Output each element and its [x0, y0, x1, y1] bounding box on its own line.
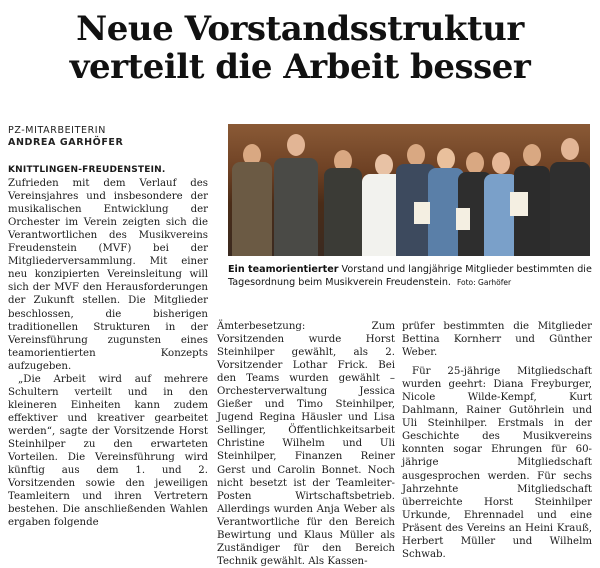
paragraph: Für 25-jährige Mitgliedschaft wurden geehrt: Diana Freyburger, Nicole Wilde-Kempf, Kurt Dahlmann, Rainer Gutöhrlein und Uli Steinhilper. Erstmals in der Geschichte des Musikvereins konnten sogar Ehrungen für 60-jährige Mitgliedschaft ausgesprochen werden. Für sechs Jahrzehnte Mitgliedschaft überreichte Horst Steinhilper Urkunde, Ehrennadel und eine Präsent des Vereins an Heini Krauß, Herbert Müller und Wilhelm Schwab.: [402, 366, 592, 560]
photo-credit: Foto: Garhöfer: [456, 278, 512, 287]
photo-caption: [228, 263, 593, 289]
certificate-icon: [414, 202, 430, 224]
caption-text: Vorstand und langjährige Mitglieder bestimmten die Tagesordnung beim Musikverein Freudenstein.: [228, 264, 592, 288]
paragraph: Ämterbesetzung: Zum Vorsitzenden wurde Horst Steinhilper gewählt, als 2. Vorsitzender Lothar Frick. Bei den Teams wurden gewählt – Orchesterverwaltung Jessica Gießer und Timo Steinhilper, Jugend Regina Häusler und Lisa Sellinger, Öffentlichkeitsarbeit Christine Wilhelm und Uli Steinhilper, Finanzen Reiner Gerst und Carolin Bonnet. Noch nicht besetzt ist der Teamleiter-Posten Wirtschaftsbetrieb. Allerdings wurden Anja Weber als Verantwortliche für den Bereich Bewirtung und Klaus Müller als Zuständiger für den Bereich Technik gewählt. Als Kassen-: [217, 321, 395, 567]
paragraph: [8, 163, 208, 373]
headline-line-2: verteilt die Arbeit besser: [69, 47, 531, 87]
byline: [8, 125, 123, 149]
byline-author: ANDREA GARHÖFER: [8, 137, 124, 148]
headline: [0, 10, 600, 86]
article-column-2: [217, 320, 395, 568]
paragraph-text: Zufrieden mit dem Verlauf des Vereinsjahres und insbesondere der musikalischen Entwicklung der Orchester im Verein zeigten sich die Verantwortlichen des Musikvereins Freudenstein (MVF) bei der Mitgliederversammlung. Mit einer neu konzipierten Vereinsleitung will sich der MVF den Herausforderungen der Zukunft stellen. Die Mitglieder beschlossen, die bisherigen traditionellen Strukturen in der Vereinsführung zugunsten eines teamorientierten Konzepts aufzugeben.: [8, 178, 208, 372]
caption-lead: Ein teamorientierter: [228, 264, 339, 275]
paragraph: „Die Arbeit wird auf mehrere Schultern verteilt und in den kleineren Einheiten kann zudem effektiver und kreativer gearbeitet werden“, sagte der Vorsitzende Horst Steinhilper zu den erwarteten Vorteilen. Die Vereinsführung wird künftig aus dem 1. und 2. Vorsitzenden sowie den jeweiligen Teamleitern und ihren Vertretern bestehen. Die anschließenden Wahlen ergaben folgende: [8, 373, 208, 529]
byline-role: PZ-MITARBEITERIN: [8, 125, 106, 136]
dateline: KNITTLINGEN-FREUDENSTEIN.: [8, 165, 166, 175]
paragraph: prüfer bestimmten die Mitglieder Bettina Kornherr und Günther Weber.: [402, 321, 592, 359]
group-photo: [228, 124, 590, 256]
article-column-1: [8, 163, 208, 529]
certificate-icon: [510, 192, 528, 216]
certificate-icon: [456, 208, 470, 230]
article-column-3: [402, 320, 592, 561]
headline-line-1: Neue Vorstandsstruktur: [76, 9, 524, 49]
